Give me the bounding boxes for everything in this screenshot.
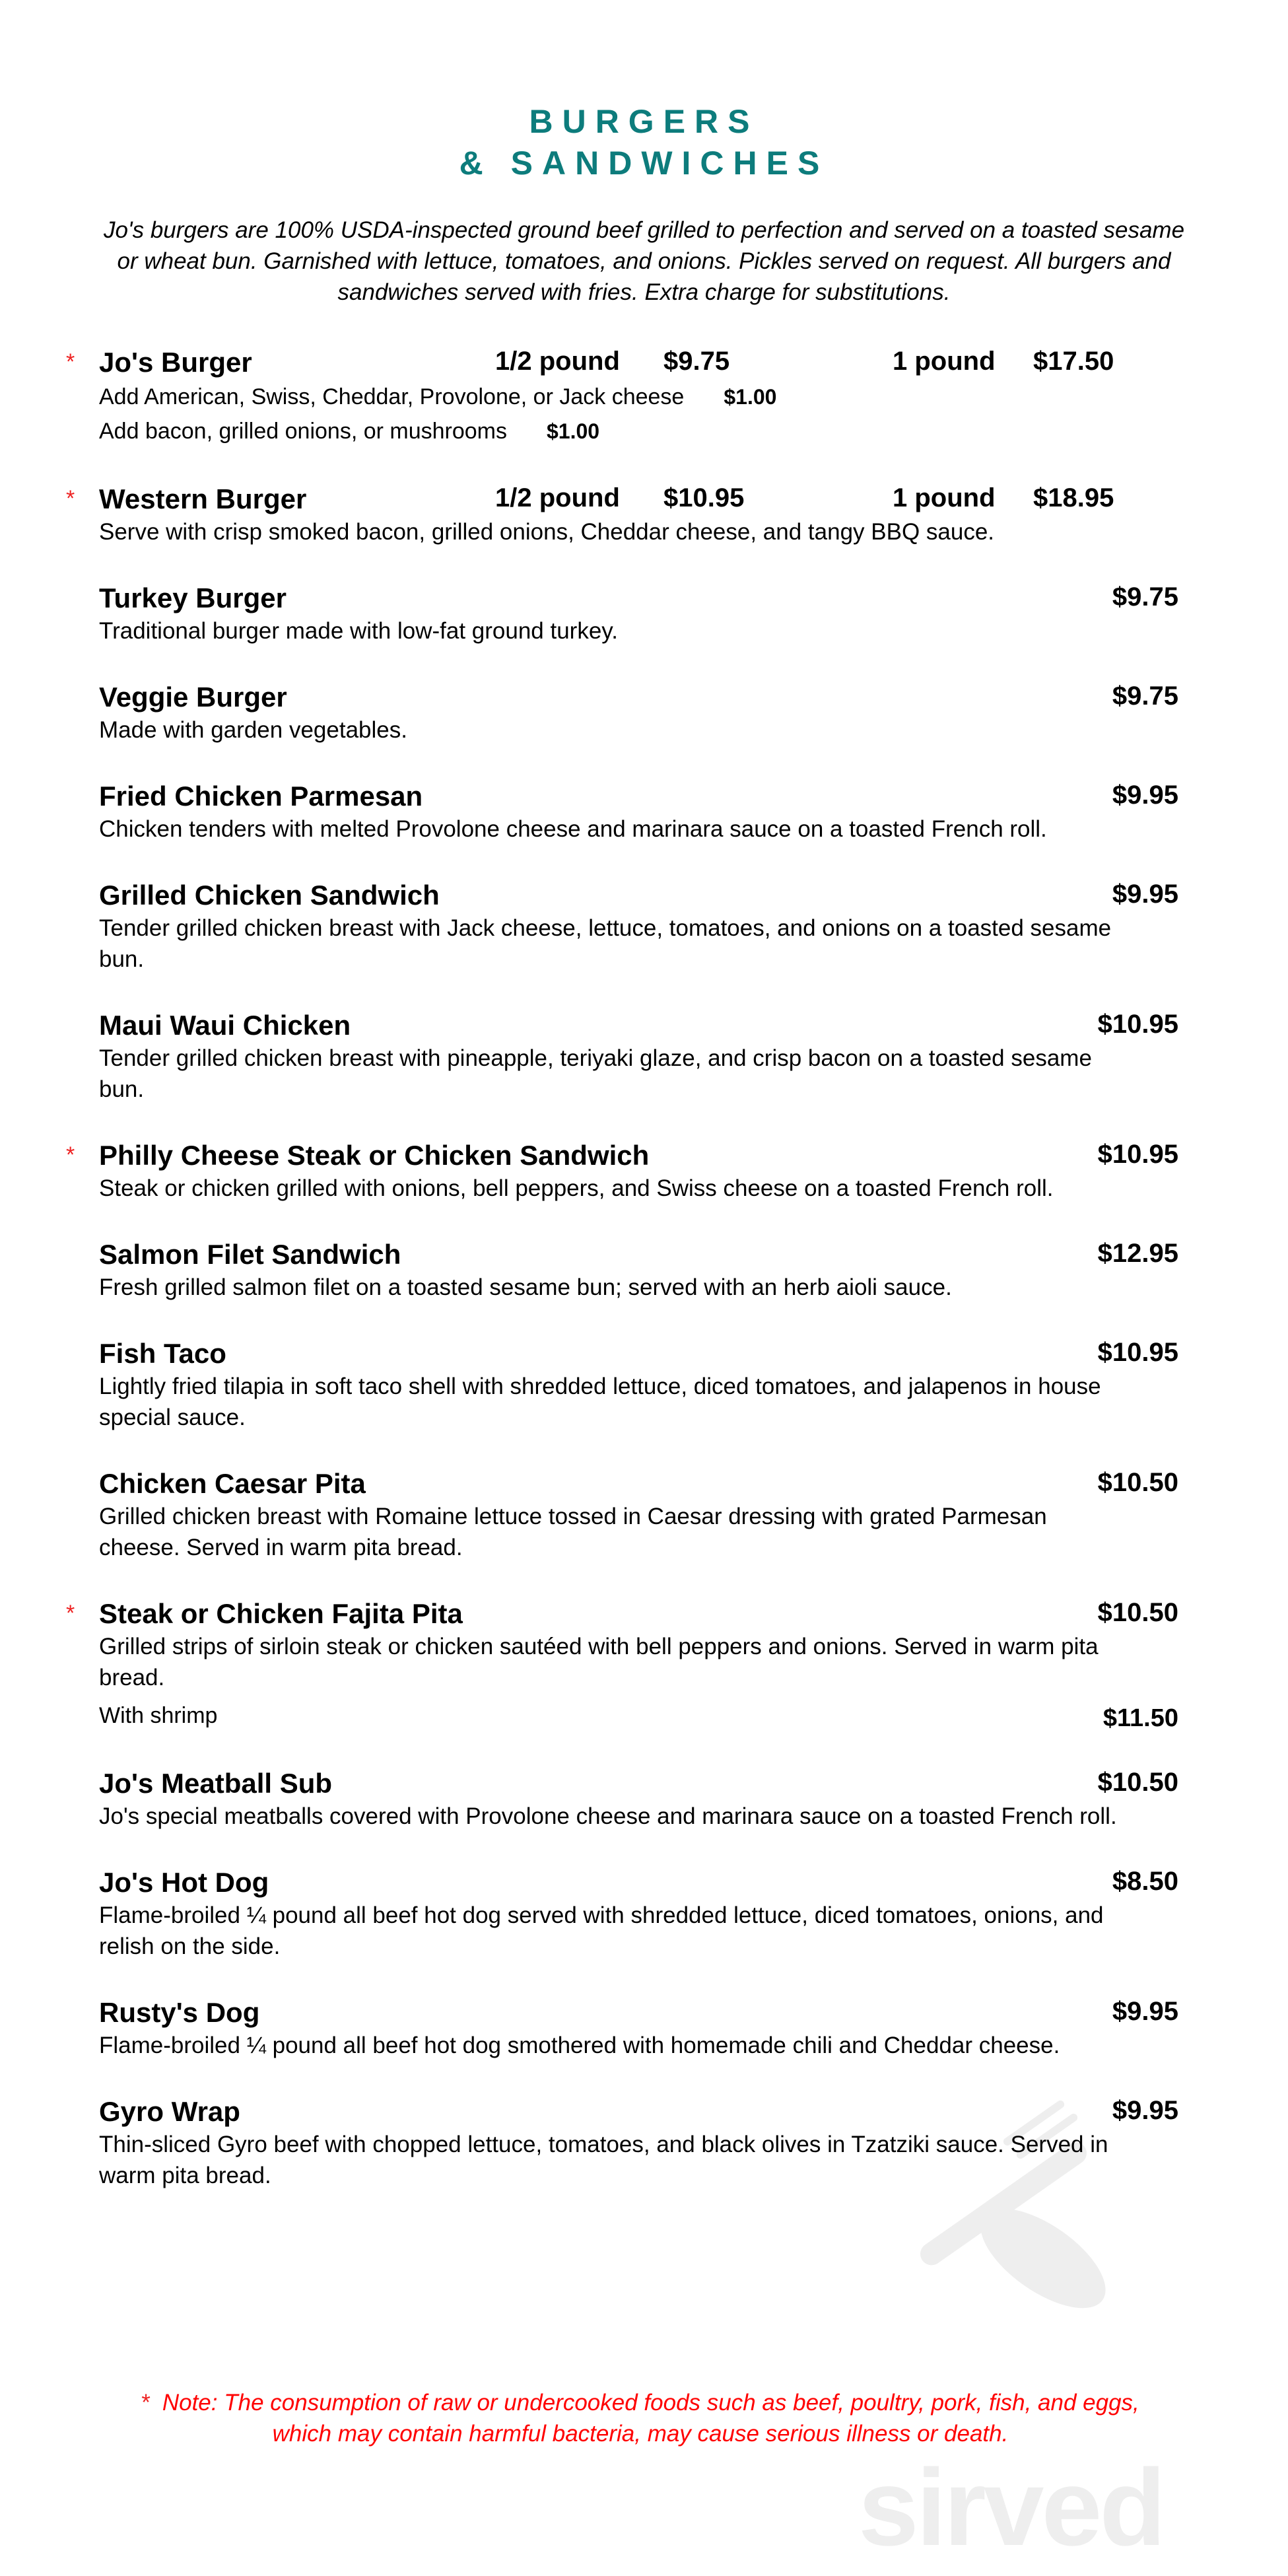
item-description: Steak or chicken grilled with onions, bell peppers, and Swiss cheese on a toasted French roll. [99, 1175, 1054, 1201]
item-name: Maui Waui Chicken [99, 1010, 351, 1041]
item-name: Veggie Burger [99, 681, 287, 713]
menu-item [0, 1468, 1288, 1563]
item-name: Philly Cheese Steak or Chicken Sandwich [99, 1140, 650, 1171]
menu-item [0, 1140, 1288, 1204]
item-price: $10.95 [1097, 1140, 1178, 1169]
addon-line [99, 380, 1288, 414]
full-pound-price: $17.50 [1033, 347, 1114, 376]
full-pound-label: 1 pound [893, 347, 996, 376]
item-name: Gyro Wrap [99, 2096, 240, 2127]
item-price: $9.95 [1112, 1997, 1178, 2026]
page-title-line1: BURGERS [529, 103, 759, 140]
item-name: Fish Taco [99, 1338, 226, 1369]
menu-item [0, 1867, 1288, 1962]
item-description: Flame-broiled ¼ pound all beef hot dog served with shredded lettuce, diced tomatoes, onions, and relish on the side. [99, 1902, 1104, 1959]
item-description: Jo's special meatballs covered with Provolone cheese and marinara sauce on a toasted French roll. [99, 1803, 1117, 1829]
item-name: Fried Chicken Parmesan [99, 781, 423, 812]
menu-item [0, 681, 1288, 746]
item-price: $9.95 [1112, 2096, 1178, 2125]
full-pound-price: $18.95 [1033, 483, 1114, 512]
menu-item [0, 1338, 1288, 1433]
item-description: Chicken tenders with melted Provolone cheese and marinara sauce on a toasted French roll. [99, 816, 1047, 842]
menu-item [0, 1598, 1288, 1733]
menu-item [0, 582, 1288, 646]
item-name: Western Burger [99, 483, 307, 514]
addon-line [99, 414, 1288, 448]
item-price: $9.75 [1112, 582, 1178, 611]
item-description: Grilled strips of sirloin steak or chicken sautéed with bell peppers and onions. Served in warm pita bread. [99, 1634, 1099, 1690]
page-title-line2: & SANDWICHES [459, 145, 829, 182]
item-description: Traditional burger made with low-fat ground turkey. [99, 618, 618, 644]
addon-price: $1.00 [547, 419, 600, 443]
item-name: Steak or Chicken Fajita Pita [99, 1598, 463, 1629]
menu-item [0, 1768, 1288, 1832]
item-name: Jo's Meatball Sub [99, 1768, 333, 1799]
item-price: $9.75 [1112, 681, 1178, 711]
menu-item [0, 1997, 1288, 2061]
addon-price: $1.00 [724, 385, 777, 409]
item-price: $9.95 [1112, 781, 1178, 810]
item-price: $10.95 [1097, 1338, 1178, 1367]
item-price: $9.95 [1112, 880, 1178, 909]
raw-food-star-icon: * [66, 486, 75, 511]
item-description: Thin-sliced Gyro beef with chopped lettuce, tomatoes, and black olives in Tzatziki sauce. Served in warm pita bread. [99, 2132, 1108, 2188]
item-description: Serve with crisp smoked bacon, grilled onions, Cheddar cheese, and tangy BBQ sauce. [99, 519, 995, 545]
item-name: Chicken Caesar Pita [99, 1468, 366, 1499]
food-safety-note [125, 2387, 1155, 2449]
addon-text: Add bacon, grilled onions, or mushrooms [99, 419, 507, 444]
menu-item [0, 1239, 1288, 1303]
note-star-icon: * [141, 2390, 151, 2416]
item-description: Lightly fried tilapia in soft taco shell with shredded lettuce, diced tomatoes, and jalapenos in house special sauce. [99, 1374, 1101, 1430]
item-name: Salmon Filet Sandwich [99, 1239, 401, 1270]
item-name: Jo's Hot Dog [99, 1867, 269, 1898]
menu-item [0, 781, 1288, 845]
menu-item [0, 880, 1288, 975]
item-price: $10.95 [1097, 1010, 1178, 1039]
item-name: Rusty's Dog [99, 1997, 260, 2028]
item-description: Flame-broiled ¼ pound all beef hot dog smothered with homemade chili and Cheddar cheese. [99, 2033, 1060, 2058]
item-description: Grilled chicken breast with Romaine lettuce tossed in Caesar dressing with grated Parmesan cheese. Served in warm pita bread. [99, 1504, 1047, 1560]
item-name: Grilled Chicken Sandwich [99, 880, 440, 911]
menu-list [0, 347, 1288, 2226]
item-price: $10.50 [1097, 1768, 1178, 1797]
item-description: Tender grilled chicken breast with Jack cheese, lettuce, tomatoes, and onions on a toasted sesame bun. [99, 915, 1112, 972]
sirved-watermark: sirved [858, 2447, 1164, 2568]
item-description: Tender grilled chicken breast with pineapple, teriyaki glaze, and crisp bacon on a toasted sesame bun. [99, 1045, 1092, 1102]
item-price: $10.50 [1097, 1468, 1178, 1497]
half-pound-price: $10.95 [663, 483, 745, 512]
full-pound-label: 1 pound [893, 483, 996, 512]
item-description: Fresh grilled salmon filet on a toasted sesame bun; served with an herb aioli sauce. [99, 1274, 952, 1300]
menu-item [0, 1010, 1288, 1105]
extra-text: With shrimp [99, 1703, 218, 1728]
item-price: $10.50 [1097, 1598, 1178, 1627]
item-description: Made with garden vegetables. [99, 717, 407, 743]
extra-price: $11.50 [1102, 1704, 1178, 1732]
raw-food-star-icon: * [66, 1142, 75, 1167]
item-name: Jo's Burger [99, 347, 252, 378]
item-price: $12.95 [1097, 1239, 1178, 1268]
raw-food-star-icon: * [66, 349, 75, 374]
item-name: Turkey Burger [99, 582, 287, 613]
menu-item [0, 483, 1288, 547]
menu-item [0, 347, 1288, 448]
raw-food-star-icon: * [66, 1601, 75, 1626]
addon-text: Add American, Swiss, Cheddar, Provolone, or Jack cheese [99, 384, 685, 409]
intro-text: Jo's burgers are 100% USDA-inspected ground beef grilled to perfection and served on a toasted sesame or wheat bun. Garnished with lettuce, tomatoes, and onions. Pickles served on request. All burgers and sandwiches served with fries. Extra charge for substitutions. [103, 217, 1185, 305]
item-price: $8.50 [1112, 1867, 1178, 1896]
note-text: Note: The consumption of raw or undercooked foods such as beef, poultry, pork, fish, and eggs, which may contain harmful bacteria, may cause serious illness or death. [162, 2390, 1139, 2447]
half-pound-label: 1/2 pound [495, 347, 620, 376]
menu-item [0, 2096, 1288, 2191]
extra-option [99, 1698, 1288, 1733]
half-pound-label: 1/2 pound [495, 483, 620, 512]
half-pound-price: $9.75 [663, 347, 730, 376]
